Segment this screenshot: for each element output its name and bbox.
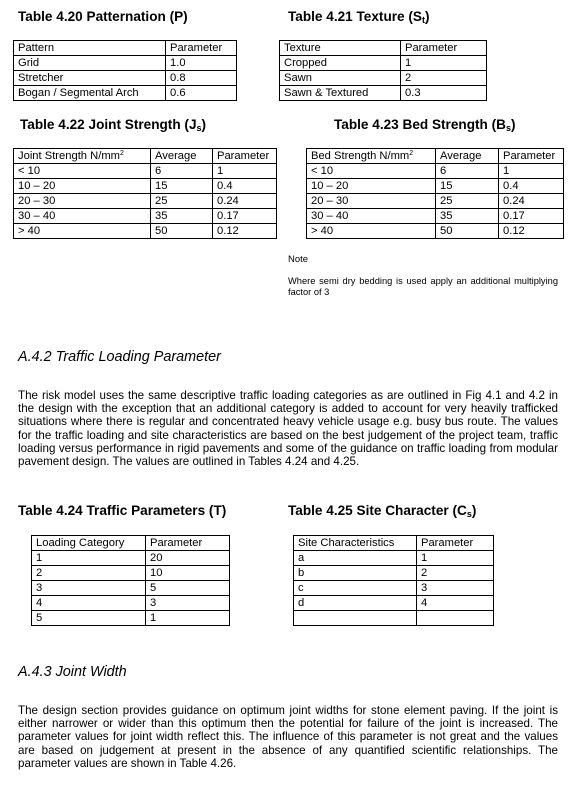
table-cell: 0.4 bbox=[499, 179, 564, 194]
table-cell: 0.4 bbox=[213, 179, 277, 194]
table-4-20-title bbox=[18, 9, 188, 24]
table-cell: > 40 bbox=[14, 224, 151, 239]
table-row bbox=[307, 209, 564, 224]
table-row bbox=[14, 71, 237, 86]
header-cell: Loading Category bbox=[32, 536, 146, 551]
table-row bbox=[307, 164, 564, 179]
table-row bbox=[14, 86, 237, 101]
table-title-suffix: ) bbox=[424, 9, 430, 24]
traffic-loading-paragraph: The risk model uses the same descriptive traffic loading categories as are outlined in Fig 4.1 and 4.2 in the design with the exception that an additional category is added to account for very heavily trafficked situations where there is regular and concentrated heavy vehicle usage e.g. busy bus route. The values for the traffic loading and site characteristics are based on the best judgement of the project team, traffic loading versus performance in rigid pavements and some of the guidance on traffic loading from modular pavement design. The values are outlined in Tables 4.24 and 4.25. bbox=[18, 389, 558, 469]
note-label: Note bbox=[288, 254, 309, 265]
table-cell: 5 bbox=[146, 581, 230, 596]
header-cell: Average bbox=[151, 149, 213, 164]
table-cell: Cropped bbox=[280, 56, 401, 71]
table-cell: d bbox=[294, 596, 417, 611]
table-row bbox=[14, 209, 277, 224]
table-cell: 30 – 40 bbox=[14, 209, 151, 224]
table-cell: b bbox=[294, 566, 417, 581]
table-cell: 35 bbox=[436, 209, 499, 224]
site-character-table bbox=[293, 535, 494, 626]
table-cell: 0.8 bbox=[166, 71, 237, 86]
table-cell: 3 bbox=[146, 596, 230, 611]
table-cell: c bbox=[294, 581, 417, 596]
table-cell: Sawn bbox=[280, 71, 401, 86]
table-title-text: Table 4.25 Site Character (C bbox=[288, 503, 467, 518]
table-row bbox=[14, 179, 277, 194]
section-heading-joint-width: A.4.3 Joint Width bbox=[18, 664, 127, 680]
table-cell: 20 – 30 bbox=[307, 194, 436, 209]
table-cell: 1 bbox=[32, 551, 146, 566]
table-cell: 0.12 bbox=[213, 224, 277, 239]
table-row bbox=[280, 86, 487, 101]
table-4-25-title bbox=[288, 503, 476, 519]
table-cell: 0.17 bbox=[213, 209, 277, 224]
table-row bbox=[32, 581, 230, 596]
table-cell bbox=[417, 611, 494, 626]
header-cell: Texture bbox=[280, 41, 401, 56]
table-cell: < 10 bbox=[14, 164, 151, 179]
header-cell: Parameter bbox=[213, 149, 277, 164]
table-cell: 3 bbox=[417, 581, 494, 596]
table-cell: 1.0 bbox=[166, 56, 237, 71]
header-cell: Site Characteristics bbox=[294, 536, 417, 551]
table-row bbox=[32, 566, 230, 581]
table-row bbox=[294, 581, 494, 596]
header-cell: Parameter bbox=[146, 536, 230, 551]
table-cell: 25 bbox=[436, 194, 499, 209]
table-cell: 0.17 bbox=[499, 209, 564, 224]
table-cell: Stretcher bbox=[14, 71, 166, 86]
table-title-subscript: s bbox=[466, 509, 472, 519]
table-cell: 0.24 bbox=[499, 194, 564, 209]
header-superscript: 2 bbox=[409, 150, 414, 157]
table-cell: 2 bbox=[32, 566, 146, 581]
table-row bbox=[280, 71, 487, 86]
table-4-23-title bbox=[334, 117, 516, 133]
header-cell bbox=[14, 149, 151, 164]
texture-table bbox=[279, 40, 487, 101]
table-row bbox=[14, 224, 277, 239]
table-cell: 1 bbox=[401, 56, 487, 71]
table-cell: 2 bbox=[401, 71, 487, 86]
table-row bbox=[14, 164, 277, 179]
table-row bbox=[32, 551, 230, 566]
table-cell: 4 bbox=[417, 596, 494, 611]
table-cell: 50 bbox=[436, 224, 499, 239]
table-header-row bbox=[14, 149, 277, 164]
table-cell: 3 bbox=[32, 581, 146, 596]
header-cell: Parameter bbox=[417, 536, 494, 551]
header-text: Joint Strength N/mm bbox=[18, 150, 120, 162]
table-cell: Bogan / Segmental Arch bbox=[14, 86, 166, 101]
table-4-24-title bbox=[18, 503, 226, 518]
table-row bbox=[32, 611, 230, 626]
table-4-21-title bbox=[288, 9, 430, 25]
table-cell: 0.3 bbox=[401, 86, 487, 101]
table-cell: 10 bbox=[146, 566, 230, 581]
table-cell: 5 bbox=[32, 611, 146, 626]
table-cell: Grid bbox=[14, 56, 166, 71]
header-text: Bed Strength N/mm bbox=[311, 150, 410, 162]
table-row bbox=[14, 56, 237, 71]
table-cell: 10 – 20 bbox=[307, 179, 436, 194]
table-4-22-title bbox=[20, 117, 206, 133]
table-title-text: Table 4.21 Texture (S bbox=[288, 9, 422, 24]
table-cell: 20 bbox=[146, 551, 230, 566]
table-title-text: Table 4.22 Joint Strength (J bbox=[20, 117, 197, 132]
table-header-row bbox=[307, 149, 564, 164]
table-header-row bbox=[14, 41, 237, 56]
table-cell: 15 bbox=[436, 179, 499, 194]
note-text: Where semi dry bedding is used apply an additional multiplying factor of 3 bbox=[288, 276, 558, 297]
table-cell: Sawn & Textured bbox=[280, 86, 401, 101]
table-cell: 15 bbox=[151, 179, 213, 194]
table-cell: 2 bbox=[417, 566, 494, 581]
table-header-row bbox=[280, 41, 487, 56]
table-title-text: Table 4.20 Patternation (P) bbox=[18, 9, 188, 24]
traffic-parameters-table bbox=[31, 535, 230, 626]
joint-width-paragraph: The design section provides guidance on optimum joint widths for stone element paving. If the joint is either narrower or wider than this optimum then the potential for failure of the joint is increased. The parameter values for joint width reflect this. The influence of this parameter is not great and the values are based on judgement at present in the absence of any quantified scientific relationships. The parameter values are shown in Table 4.26. bbox=[18, 704, 558, 770]
table-title-suffix: ) bbox=[201, 117, 207, 132]
table-title-subscript: s bbox=[505, 123, 511, 133]
header-cell: Parameter bbox=[166, 41, 237, 56]
table-cell: 1 bbox=[499, 164, 564, 179]
table-header-row bbox=[32, 536, 230, 551]
table-title-subscript: s bbox=[196, 123, 202, 133]
table-cell: 1 bbox=[417, 551, 494, 566]
header-cell bbox=[307, 149, 436, 164]
table-row bbox=[307, 179, 564, 194]
table-title-suffix: ) bbox=[510, 117, 516, 132]
table-cell: > 40 bbox=[307, 224, 436, 239]
table-row bbox=[14, 194, 277, 209]
table-row bbox=[294, 551, 494, 566]
table-header-row bbox=[294, 536, 494, 551]
table-cell: 30 – 40 bbox=[307, 209, 436, 224]
section-heading-traffic-loading: A.4.2 Traffic Loading Parameter bbox=[18, 349, 221, 365]
table-cell: 25 bbox=[151, 194, 213, 209]
header-superscript: 2 bbox=[119, 150, 124, 157]
table-row bbox=[294, 611, 494, 626]
table-title-suffix: ) bbox=[471, 503, 477, 518]
table-cell: 6 bbox=[151, 164, 213, 179]
table-title-text: Table 4.23 Bed Strength (B bbox=[334, 117, 506, 132]
table-cell: 20 – 30 bbox=[14, 194, 151, 209]
table-cell: 0.24 bbox=[213, 194, 277, 209]
table-cell: 6 bbox=[436, 164, 499, 179]
table-cell: < 10 bbox=[307, 164, 436, 179]
bed-strength-table bbox=[306, 148, 564, 239]
header-cell: Parameter bbox=[401, 41, 487, 56]
patternation-table bbox=[13, 40, 237, 101]
table-cell: 0.6 bbox=[166, 86, 237, 101]
header-cell: Average bbox=[436, 149, 499, 164]
table-cell: 1 bbox=[213, 164, 277, 179]
table-cell: 10 – 20 bbox=[14, 179, 151, 194]
table-cell: 35 bbox=[151, 209, 213, 224]
joint-strength-table bbox=[13, 148, 277, 239]
table-row bbox=[307, 224, 564, 239]
table-row bbox=[294, 596, 494, 611]
table-title-text: Table 4.24 Traffic Parameters (T) bbox=[18, 503, 227, 518]
table-row bbox=[32, 596, 230, 611]
table-cell: a bbox=[294, 551, 417, 566]
table-cell: 50 bbox=[151, 224, 213, 239]
table-cell: 4 bbox=[32, 596, 146, 611]
table-cell: 0.12 bbox=[499, 224, 564, 239]
table-title-subscript: t bbox=[421, 15, 425, 25]
header-cell: Parameter bbox=[499, 149, 564, 164]
header-cell: Pattern bbox=[14, 41, 166, 56]
table-row bbox=[294, 566, 494, 581]
table-cell: 1 bbox=[146, 611, 230, 626]
table-row bbox=[280, 56, 487, 71]
table-cell bbox=[294, 611, 417, 626]
table-row bbox=[307, 194, 564, 209]
